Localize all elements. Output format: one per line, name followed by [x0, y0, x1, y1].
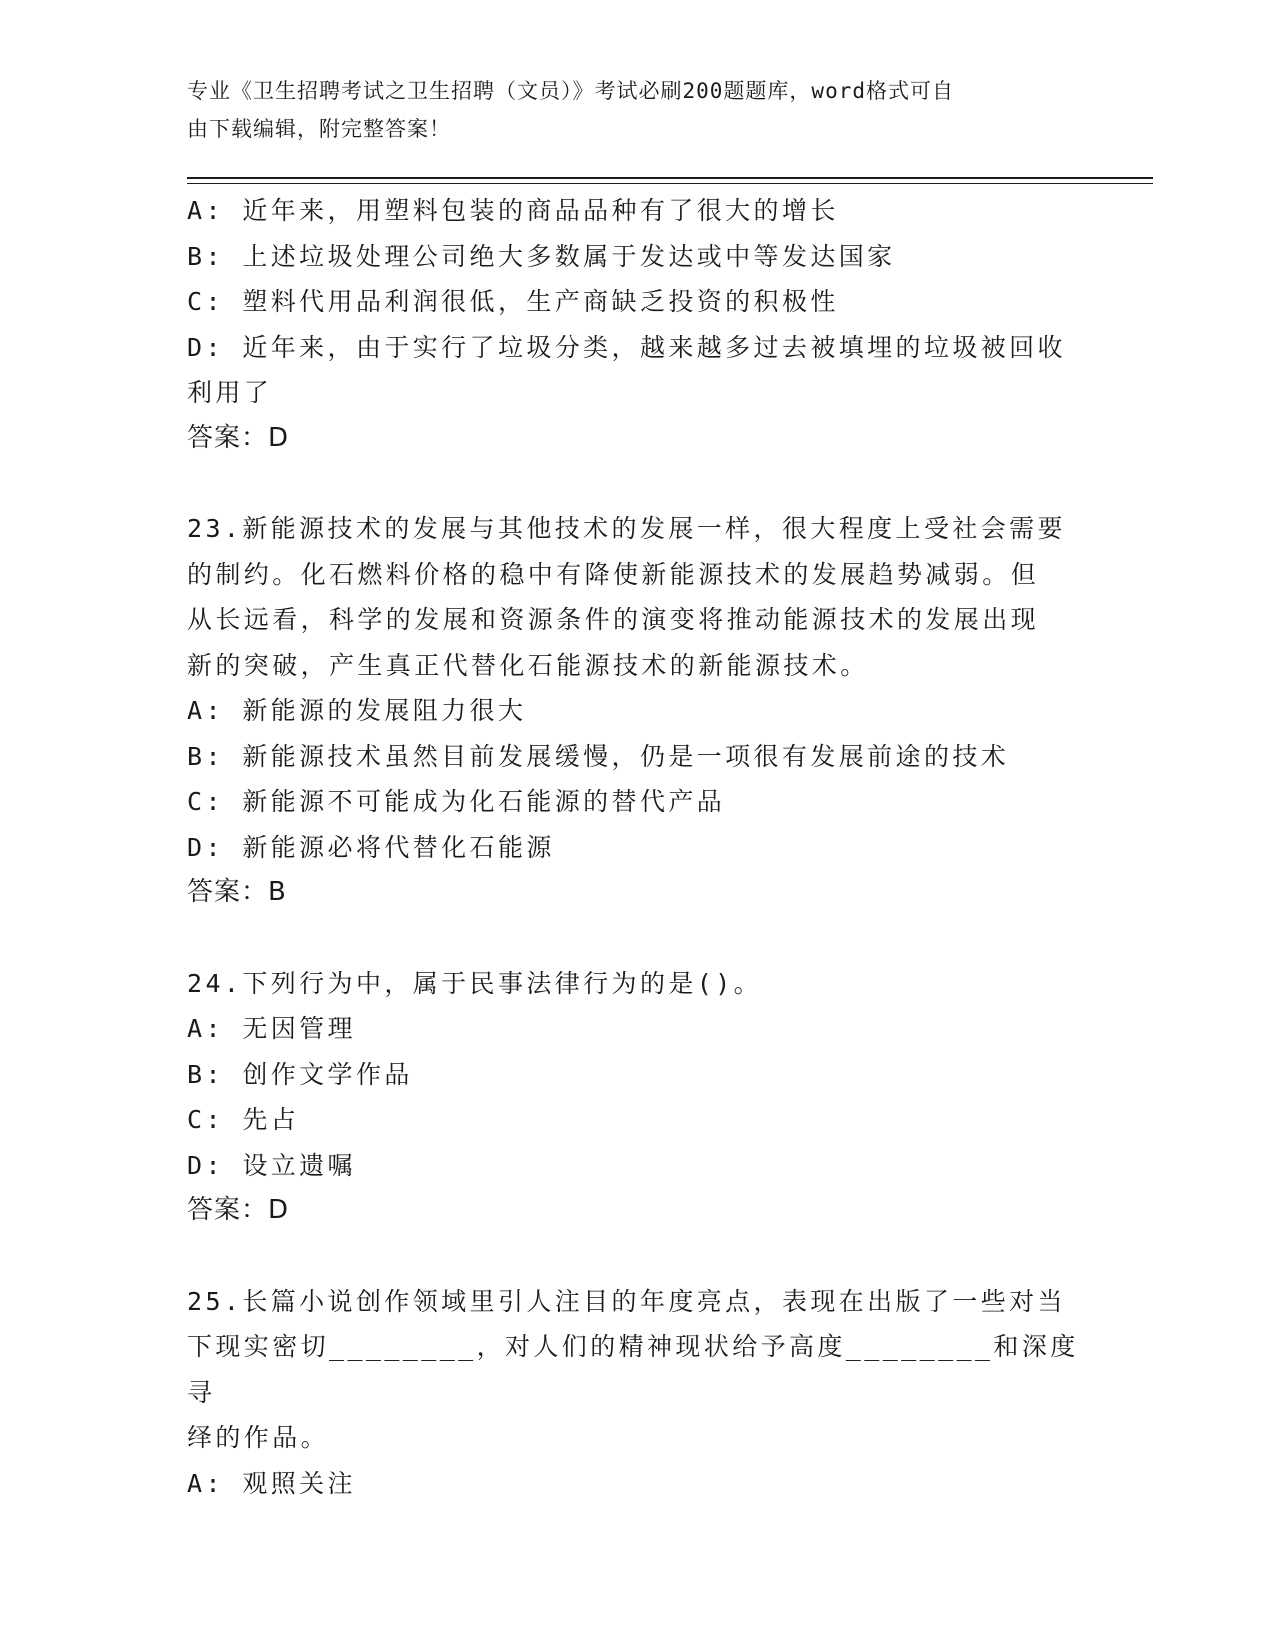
question-stem-line: 绎的作品。	[187, 1423, 330, 1452]
question-stem-line: 从长远看，科学的发展和资源条件的演变将推动能源技术的发展出现	[187, 605, 1040, 634]
answer: 答案：B	[187, 877, 287, 907]
option-c: C: 塑料代用品利润很低，生产商缺乏投资的积极性	[187, 287, 839, 316]
option-a: A: 近年来，用塑料包装的商品品种有了很大的增长	[187, 196, 839, 225]
option-b: B: 新能源技术虽然目前发展缓慢，仍是一项很有发展前途的技术	[187, 741, 1010, 771]
header-line-2: 由下载编辑，附完整答案！	[187, 117, 451, 141]
question-stem: 24.下列行为中，属于民事法律行为的是()。	[187, 968, 763, 998]
option-d: D: 近年来，由于实行了垃圾分类，越来越多过去被填埋的垃圾被回收	[187, 332, 1066, 362]
spacer	[187, 916, 1082, 961]
question-stem-line: 23.新能源技术的发展与其他技术的发展一样，很大程度上受社会需要	[187, 514, 1066, 543]
question-stem	[187, 506, 1082, 688]
header-divider	[187, 177, 1153, 179]
question-stem-line: 25.长篇小说创作领域里引人注目的年度亮点，表现在出版了一些对当	[187, 1286, 1066, 1316]
answer: 答案：D	[187, 422, 290, 453]
question-stem	[187, 1279, 1082, 1461]
option-d: D: 设立遗嘱	[187, 1150, 356, 1180]
option-a: A: 无因管理	[187, 1014, 356, 1043]
answer: 答案：D	[187, 1195, 290, 1225]
document-header	[187, 72, 1087, 148]
question-stem-line: 下现实密切________，对人们的精神现状给予高度________和深度寻	[187, 1332, 1079, 1407]
question-22	[187, 188, 1082, 461]
option-a: A: 观照关注	[187, 1468, 356, 1498]
question-stem-line: 的制约。化石燃料价格的稳中有降使新能源技术的发展趋势减弱。但	[187, 559, 1040, 589]
option-c: C: 新能源不可能成为化石能源的替代产品	[187, 787, 726, 816]
header-divider-thin	[187, 183, 1153, 184]
question-24	[187, 961, 1082, 1234]
option-a: A: 新能源的发展阻力很大	[187, 696, 527, 725]
spacer	[187, 461, 1082, 506]
option-b: B: 创作文学作品	[187, 1059, 413, 1089]
option-d: D: 新能源必将代替化石能源	[187, 832, 555, 862]
option-c: C: 先占	[187, 1105, 300, 1134]
option-b: B: 上述垃圾处理公司绝大多数属于发达或中等发达国家	[187, 241, 896, 271]
header-line-1: 专业《卫生招聘考试之卫生招聘（文员）》考试必刷200题题库，word格式可自	[187, 79, 954, 103]
option-d-continued: 利用了	[187, 378, 273, 407]
spacer	[187, 1234, 1082, 1279]
question-23	[187, 506, 1082, 916]
question-list	[187, 188, 1082, 1506]
question-stem-line: 新的突破，产生真正代替化石能源技术的新能源技术。	[187, 650, 869, 680]
question-25	[187, 1279, 1082, 1507]
